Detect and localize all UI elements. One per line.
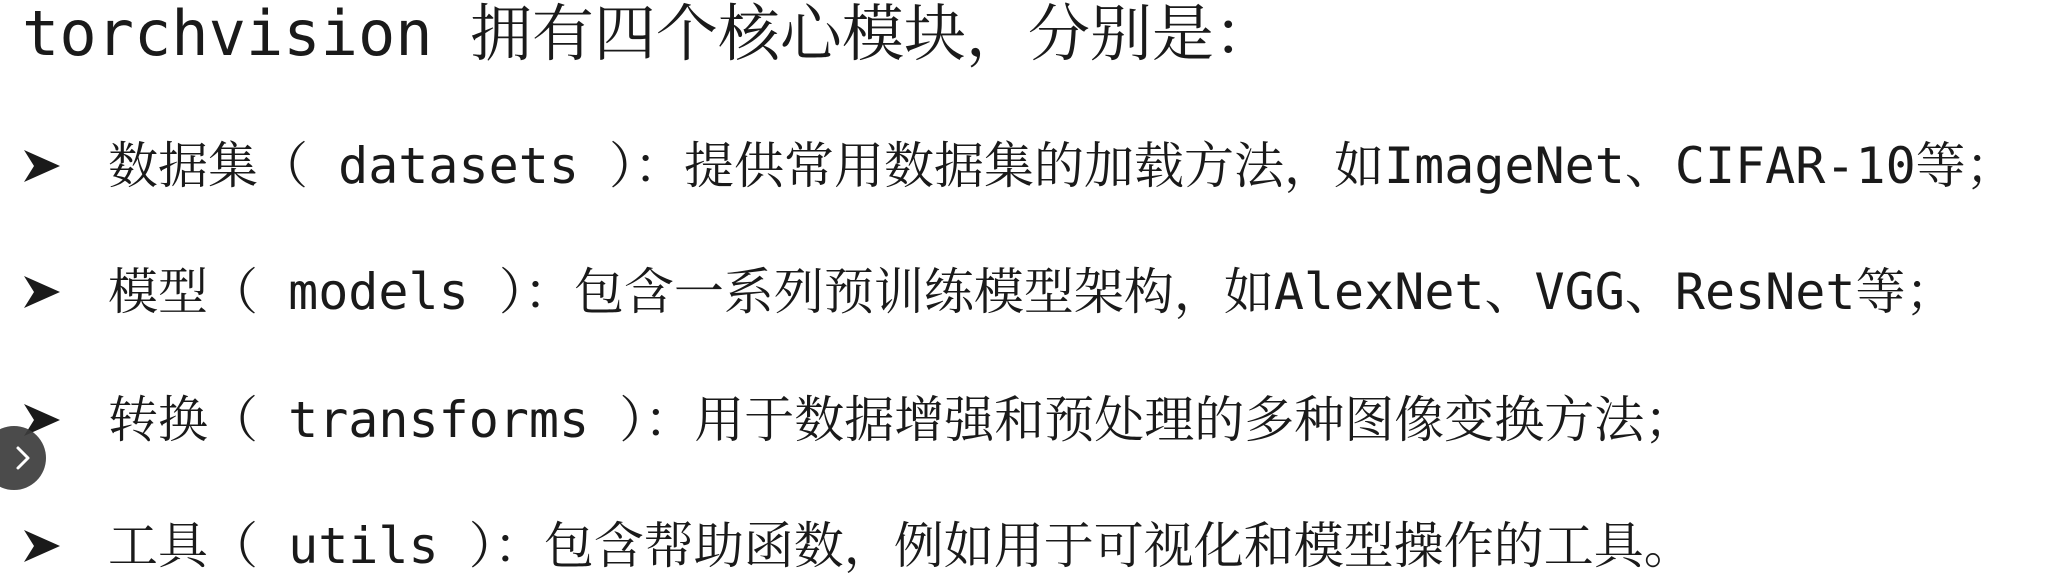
bullet-item-utils [22, 511, 1694, 581]
bullet-text: 模型（ models ）：包含一系列预训练模型架构，如AlexNet、VGG、ResNet等； [108, 263, 1956, 321]
bullet-item-transforms [22, 385, 1694, 455]
bullet-text: 转换（ transforms ）：用于数据增强和预处理的多种图像变换方法； [108, 391, 1695, 449]
chevron-right-icon [14, 444, 32, 472]
arrowhead-bullet-icon [22, 274, 62, 310]
arrowhead-bullet-icon [22, 528, 62, 564]
slide-title: torchvision 拥有四个核心模块，分别是： [22, 0, 1276, 70]
bullet-item-datasets [22, 131, 2016, 201]
bullet-text: 工具（ utils ）：包含帮助函数，例如用于可视化和模型操作的工具。 [108, 517, 1694, 575]
bullet-item-models [22, 257, 1955, 327]
bullet-text: 数据集（ datasets ）：提供常用数据集的加载方法，如ImageNet、CIFAR-10等； [108, 137, 2016, 195]
arrowhead-bullet-icon [22, 148, 62, 184]
